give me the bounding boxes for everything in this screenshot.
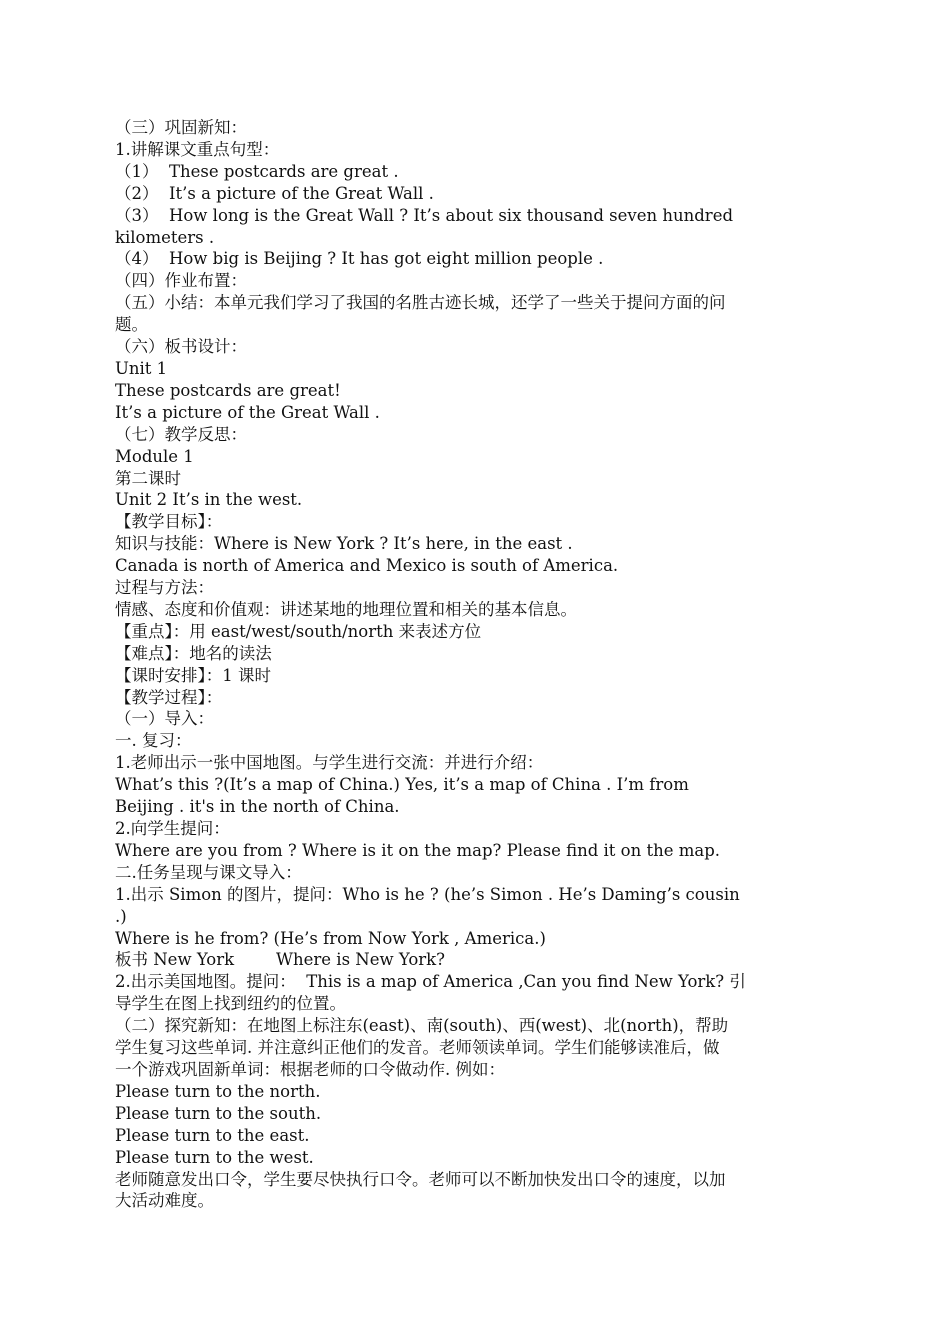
text-line: 2.出示美国地图。提问： This is a map of America ,Can you find New York? 引 [115, 972, 746, 992]
text-line: Module 1 [115, 446, 194, 466]
text-line: .) [115, 906, 127, 926]
text-line: Where is he from? (He’s from Now York , America.) [115, 928, 546, 948]
document-body [115, 117, 835, 1212]
text-line: 1.讲解课文重点句型： [115, 139, 280, 159]
text-line: 一个游戏巩固新单词：根据老师的口令做动作. 例如： [115, 1059, 505, 1079]
text-line: （五）小结：本单元我们学习了我国的名胜古迹长城，还学了一些关于提问方面的问 [115, 293, 726, 313]
text-line: （七）教学反思： [115, 424, 247, 444]
text-line: Please turn to the west. [115, 1147, 314, 1167]
text-line: 知识与技能：Where is New York ? It’s here, in the east . [115, 534, 573, 554]
text-line: 【难点】：地名的读法 [115, 643, 272, 663]
text-line: Beijing . it's in the north of China. [115, 797, 400, 817]
text-line: Please turn to the north. [115, 1081, 321, 1101]
text-line: 导学生在图上找到纽约的位置。 [115, 994, 346, 1014]
text-line: 老师随意发出口令，学生要尽快执行口令。老师可以不断加快发出口令的速度，以加 [115, 1169, 726, 1189]
text-line: （4） How big is Beijing ? It has got eight million people . [115, 249, 604, 269]
text-line: 一. 复习： [115, 731, 192, 751]
text-line: 大活动难度。 [115, 1191, 214, 1211]
text-line: kilometers . [115, 227, 215, 247]
text-line: 【重点】：用 east/west/south/north 来表述方位 [115, 621, 482, 641]
text-line: （3） How long is the Great Wall ? It’s about six thousand seven hundred [115, 205, 734, 225]
text-line: 2.向学生提问： [115, 819, 230, 838]
text-line: 情感、态度和价值观：讲述某地的地理位置和相关的基本信息。 [115, 599, 577, 619]
text-line: （二）探究新知：在地图上标注东(east)、南(south)、西(west)、北(north)，帮助 [115, 1016, 729, 1036]
text-line: Canada is north of America and Mexico is south of America. [115, 556, 619, 576]
text-line: （1） These postcards are great . [115, 161, 399, 181]
text-line: 1.出示 Simon 的图片，提问：Who is he ? (he’s Simon . He’s Daming’s cousin [115, 884, 740, 904]
text-line: 题。 [115, 315, 148, 335]
text-line: （一）导入： [115, 709, 214, 729]
text-line: 学生复习这些单词. 并注意纠正他们的发音。老师领读单词。学生们能够读准后，做 [115, 1038, 720, 1058]
text-line: 1.老师出示一张中国地图。与学生进行交流：并进行介绍： [115, 753, 544, 773]
text-line: Where are you from ? Where is it on the map? Please find it on the map. [115, 840, 721, 860]
text-line: （三）巩固新知： [115, 118, 247, 137]
text-line: 第二课时 [115, 468, 181, 488]
text-line: 【教学目标】： [115, 512, 223, 532]
text-line: What’s this ?(It’s a map of China.) Yes, it’s a map of China . I’m from [115, 775, 689, 795]
text-line: （四）作业布置： [115, 271, 247, 291]
text-line: Unit 1 [115, 358, 168, 378]
text-line: 二.任务呈现与课文导入： [115, 862, 302, 882]
text-line: 过程与方法： [115, 578, 214, 598]
text-line: （2） It’s a picture of the Great Wall . [115, 183, 434, 203]
text-line: （六）板书设计： [115, 337, 247, 357]
text-line: It’s a picture of the Great Wall . [115, 402, 380, 422]
text-line: Please turn to the south. [115, 1103, 322, 1123]
text-line: Unit 2 It’s in the west. [115, 490, 303, 510]
text-line: 【课时安排】：1 课时 [115, 665, 271, 685]
text-line: 板书 New York Where is New York? [115, 950, 445, 970]
text-line: These postcards are great! [115, 380, 341, 400]
text-line: Please turn to the east. [115, 1125, 310, 1145]
text-line: 【教学过程】： [115, 687, 223, 707]
